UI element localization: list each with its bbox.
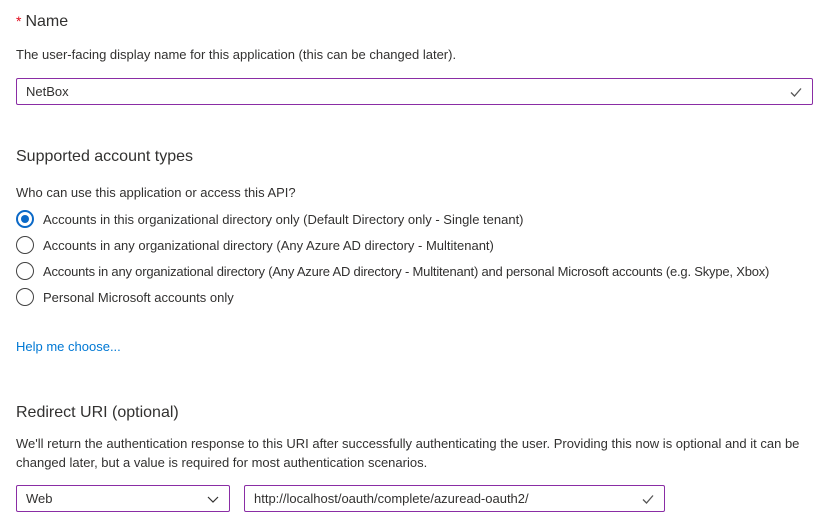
- radio-option-multitenant[interactable]: [16, 236, 813, 254]
- platform-dropdown-value: Web: [26, 491, 53, 506]
- name-section-title: [16, 10, 813, 33]
- name-field-wrap: [16, 78, 813, 105]
- radio-option-label: Personal Microsoft accounts only: [43, 289, 234, 305]
- name-input[interactable]: [16, 78, 813, 105]
- redirect-uri-row: [16, 485, 813, 512]
- platform-dropdown[interactable]: [16, 485, 230, 512]
- redirect-uri-field-wrap: [244, 485, 665, 512]
- redirect-uri-section: [16, 402, 813, 512]
- account-types-title: Supported account types: [16, 148, 194, 165]
- radio-option-label: Accounts in any organizational directory (Any Azure AD directory - Multitenant) and personal Microsoft accounts (e.g. Skype, Xbox): [43, 263, 770, 279]
- radio-button-icon[interactable]: [16, 262, 34, 280]
- radio-option-label: Accounts in any organizational directory (Any Azure AD directory - Multitenant): [43, 237, 494, 253]
- radio-option-personal-only[interactable]: [16, 288, 813, 306]
- name-description: The user-facing display name for this application (this can be changed later).: [16, 47, 457, 62]
- radio-button-icon[interactable]: [16, 210, 34, 228]
- redirect-uri-input[interactable]: [244, 485, 665, 512]
- help-me-choose-link[interactable]: Help me choose...: [16, 339, 121, 354]
- required-asterisk: *: [16, 13, 22, 29]
- account-types-section: [16, 146, 813, 356]
- account-type-radio-group: [16, 210, 813, 306]
- radio-button-icon[interactable]: [16, 288, 34, 306]
- redirect-uri-title: Redirect URI (optional): [16, 404, 179, 421]
- name-title-text: Name: [25, 13, 69, 30]
- radio-option-label: Accounts in this organizational directory only (Default Directory only - Single tenant): [43, 211, 524, 227]
- platform-dropdown-wrap: [16, 485, 230, 512]
- redirect-uri-description: We'll return the authentication response to this URI after successfully authenticating the user. Providing this now is optional and it can be changed later, but a value is required for most authentication scenarios.: [16, 436, 800, 470]
- radio-button-icon[interactable]: [16, 236, 34, 254]
- radio-option-multitenant-personal[interactable]: [16, 262, 813, 280]
- radio-option-single-tenant[interactable]: [16, 210, 813, 228]
- account-types-question: Who can use this application or access this API?: [16, 185, 296, 200]
